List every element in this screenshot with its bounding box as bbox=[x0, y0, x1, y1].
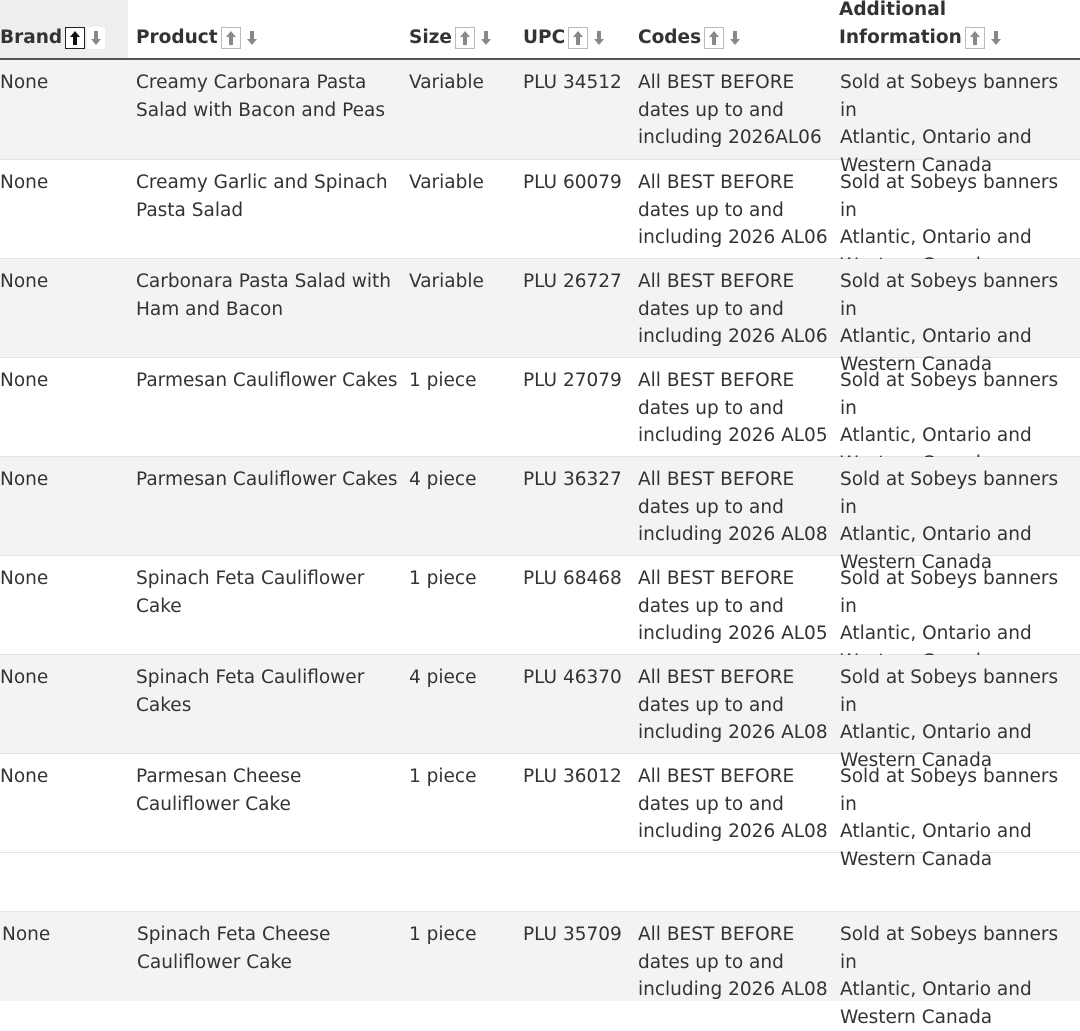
cell-codes: All BEST BEFORE dates up to and including 2026 AL05 bbox=[638, 370, 828, 446]
sort-controls-info bbox=[965, 27, 1005, 49]
column-header-upc[interactable] bbox=[523, 24, 608, 52]
cell-additional-information: Sold at Sobeys banners in Atlantic, Ontario and Western Canada bbox=[840, 766, 1059, 870]
column-label-product: Product bbox=[136, 27, 218, 48]
cell-product: Parmesan Cauliflower Cakes bbox=[136, 469, 398, 490]
table-row bbox=[0, 358, 1080, 457]
cell-product: Parmesan Cauliflower Cakes bbox=[136, 370, 398, 391]
table-row bbox=[0, 457, 1080, 573]
cell-size: 1 piece bbox=[409, 370, 477, 391]
cell-brand: None bbox=[0, 271, 49, 292]
column-label-additional: Additional bbox=[839, 0, 947, 20]
sort-controls-brand bbox=[65, 27, 105, 49]
cell-size: Variable bbox=[409, 172, 484, 193]
cell-codes: All BEST BEFORE dates up to and including 2026 AL08 bbox=[638, 766, 828, 842]
arrow-down-icon[interactable] bbox=[87, 27, 105, 49]
table-row bbox=[0, 60, 1080, 176]
cell-upc: PLU 34512 bbox=[523, 72, 622, 93]
arrow-down-icon[interactable] bbox=[243, 27, 261, 49]
sort-controls-size bbox=[455, 27, 495, 49]
cell-size: 1 piece bbox=[409, 568, 477, 589]
arrow-up-icon[interactable] bbox=[704, 27, 724, 49]
cell-size: Variable bbox=[409, 72, 484, 93]
arrow-down-icon[interactable] bbox=[477, 27, 495, 49]
cell-additional-information: Sold at Sobeys banners in Atlantic, Ontario and Western Canada bbox=[840, 271, 1059, 375]
cell-size: 4 piece bbox=[409, 667, 477, 688]
cell-codes: All BEST BEFORE dates up to and including 2026 AL06 bbox=[638, 172, 828, 248]
cell-brand: None bbox=[0, 72, 49, 93]
arrow-down-icon[interactable] bbox=[726, 27, 744, 49]
cell-upc: PLU 46370 bbox=[523, 667, 622, 688]
cell-product: Spinach Feta Cauliflower Cakes bbox=[136, 667, 365, 716]
cell-product: Parmesan Cheese Cauliflower Cake bbox=[136, 766, 302, 815]
cell-upc: PLU 27079 bbox=[523, 370, 622, 391]
table-row bbox=[0, 160, 1080, 259]
column-header-codes[interactable] bbox=[638, 24, 744, 52]
table-spacer-row bbox=[0, 853, 1080, 912]
cell-upc: PLU 36327 bbox=[523, 469, 622, 490]
cell-upc: PLU 36012 bbox=[523, 766, 622, 787]
cell-codes: All BEST BEFORE dates up to and including 2026 AL06 bbox=[638, 271, 828, 347]
arrow-up-icon[interactable] bbox=[568, 27, 588, 49]
cell-product: Creamy Garlic and Spinach Pasta Salad bbox=[136, 172, 388, 221]
arrow-down-icon[interactable] bbox=[590, 27, 608, 49]
table-row bbox=[0, 556, 1080, 655]
cell-size: 4 piece bbox=[409, 469, 477, 490]
cell-additional-information: Sold at Sobeys banners in Atlantic, Ontario and Western Canada bbox=[840, 72, 1059, 176]
cell-product: Creamy Carbonara Pasta Salad with Bacon and Peas bbox=[136, 72, 385, 121]
arrow-up-icon[interactable] bbox=[221, 27, 241, 49]
cell-codes: All BEST BEFORE dates up to and including 2026 AL05 bbox=[638, 568, 828, 644]
cell-product: Spinach Feta Cheese Cauliflower Cake bbox=[137, 924, 331, 973]
table-row bbox=[0, 754, 1080, 870]
cell-product: Spinach Feta Cauliflower Cake bbox=[136, 568, 365, 617]
sort-controls-upc bbox=[568, 27, 608, 49]
column-header-brand[interactable] bbox=[0, 24, 105, 52]
column-header-size[interactable] bbox=[409, 24, 495, 52]
table-row bbox=[0, 912, 1080, 1028]
sort-controls-product bbox=[221, 27, 261, 49]
column-label-size: Size bbox=[409, 27, 452, 48]
table-row bbox=[0, 259, 1080, 375]
cell-brand: None bbox=[0, 370, 49, 391]
arrow-up-icon[interactable] bbox=[65, 27, 85, 49]
cell-additional-information: Sold at Sobeys banners in Atlantic, Ontario and Western Canada bbox=[840, 469, 1059, 573]
column-header-product[interactable] bbox=[136, 24, 261, 52]
cell-additional-information: Sold at Sobeys banners in Atlantic, Ontario and bbox=[840, 172, 1059, 248]
table-header bbox=[0, 0, 1080, 60]
arrow-up-icon[interactable] bbox=[965, 27, 985, 49]
cell-size: Variable bbox=[409, 271, 484, 292]
arrow-up-icon[interactable] bbox=[455, 27, 475, 49]
cell-additional-information: Sold at Sobeys banners in Atlantic, Ontario and Western Canada bbox=[840, 667, 1059, 771]
cell-upc: PLU 35709 bbox=[523, 924, 622, 945]
cell-additional-information: Sold at Sobeys banners in Atlantic, Ontario and bbox=[840, 568, 1059, 644]
cell-brand: None bbox=[0, 766, 49, 787]
cell-upc: PLU 68468 bbox=[523, 568, 622, 589]
cell-brand: None bbox=[0, 172, 49, 193]
column-label-upc: UPC bbox=[523, 27, 566, 48]
cell-additional-information: Sold at Sobeys banners in Atlantic, Ontario and Western Canada bbox=[840, 924, 1059, 1028]
cell-size: 1 piece bbox=[409, 924, 477, 945]
column-label-brand: Brand bbox=[0, 27, 63, 48]
table-row bbox=[0, 655, 1080, 771]
column-header-additional-information[interactable] bbox=[839, 0, 1005, 52]
cell-upc: PLU 26727 bbox=[523, 271, 622, 292]
arrow-down-icon[interactable] bbox=[987, 27, 1005, 49]
cell-codes: All BEST BEFORE dates up to and including 2026 AL08 bbox=[638, 924, 828, 1000]
cell-brand: None bbox=[2, 924, 51, 945]
cell-size: 1 piece bbox=[409, 766, 477, 787]
column-label-codes: Codes bbox=[638, 27, 702, 48]
column-label-information: Information bbox=[839, 27, 962, 48]
cell-brand: None bbox=[0, 568, 49, 589]
cell-upc: PLU 60079 bbox=[523, 172, 622, 193]
cell-product: Carbonara Pasta Salad with Ham and Bacon bbox=[136, 271, 392, 320]
cell-codes: All BEST BEFORE dates up to and including 2026 AL08 bbox=[638, 469, 828, 545]
cell-additional-information: Sold at Sobeys banners in Atlantic, Ontario and bbox=[840, 370, 1059, 446]
sort-controls-codes bbox=[704, 27, 744, 49]
cell-codes: All BEST BEFORE dates up to and including 2026 AL08 bbox=[638, 667, 828, 743]
cell-brand: None bbox=[0, 667, 49, 688]
cell-brand: None bbox=[0, 469, 49, 490]
cell-codes: All BEST BEFORE dates up to and including 2026AL06 bbox=[638, 72, 822, 148]
